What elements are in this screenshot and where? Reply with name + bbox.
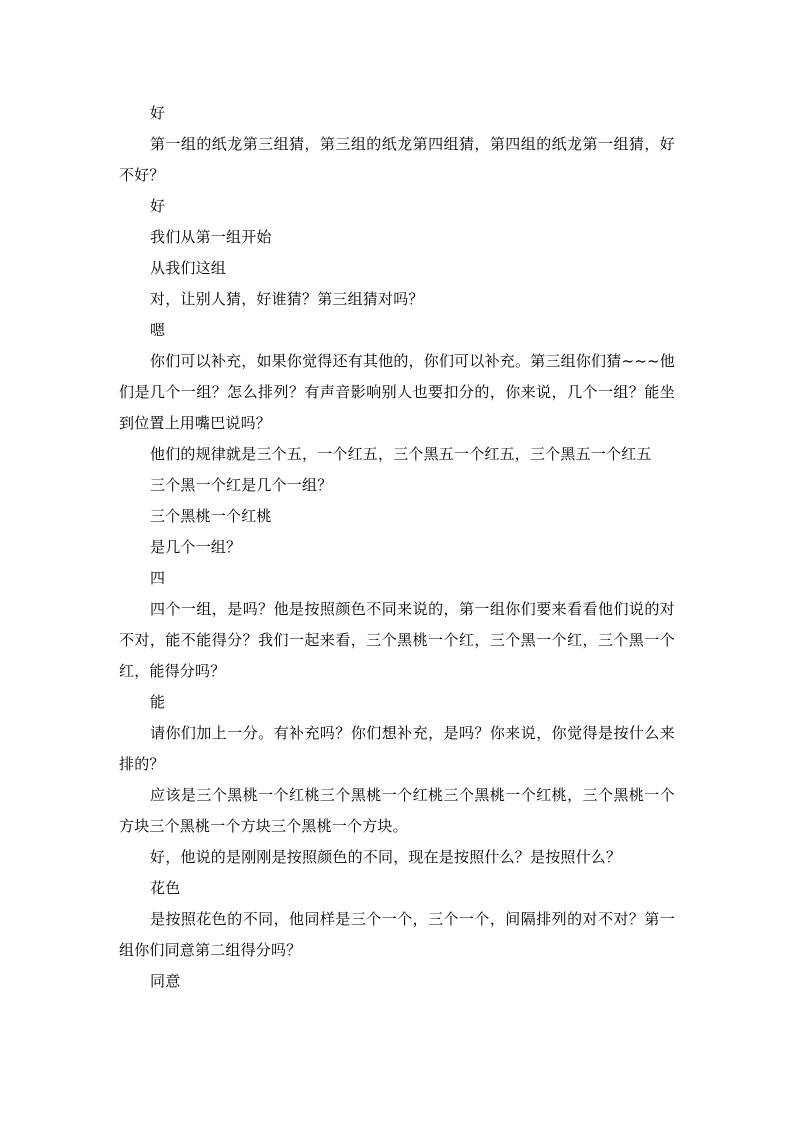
paragraph: 对，让别人猜，好谁猜？第三组猜对吗？ xyxy=(150,290,424,308)
paragraph: 是几个一组？ xyxy=(150,538,242,556)
paragraph: 是按照花色的不同，他同样是三个一个，三个一个，间隔排列的对不对？第一组你们同意第二组得分吗？ xyxy=(119,910,675,959)
paragraph: 好 xyxy=(150,104,166,122)
paragraph: 第一组的纸龙第三组猜，第三组的纸龙第四组猜，第四组的纸龙第一组猜，好不好？ xyxy=(119,135,675,184)
paragraph: 他们的规律就是三个五，一个红五，三个黑五一个红五，三个黑五一个红五 xyxy=(150,445,652,463)
paragraph: 四个一组，是吗？他是按照颜色不同来说的，第一组你们要来看看他们说的对不对，能不能得分？我们一起来看，三个黑桃一个红，三个黑一个红，三个黑一个红，能得分吗？ xyxy=(119,600,675,680)
paragraph: 请你们加上一分。有补充吗？你们想补充，是吗？你来说，你觉得是按什么来排的？ xyxy=(119,724,675,773)
paragraph: 我们从第一组开始 xyxy=(150,228,272,246)
paragraph: 能 xyxy=(150,693,166,711)
paragraph: 三个黑桃一个红桃 xyxy=(150,507,272,525)
paragraph: 嗯 xyxy=(150,321,166,339)
paragraph: 三个黑一个红是几个一组？ xyxy=(150,476,333,494)
paragraph: 从我们这组 xyxy=(150,259,227,277)
paragraph: 花色 xyxy=(150,879,181,897)
paragraph: 同意 xyxy=(150,972,181,990)
document-body xyxy=(119,98,675,997)
paragraph: 四 xyxy=(150,569,166,587)
paragraph: 好 xyxy=(150,197,166,215)
paragraph: 你们可以补充，如果你觉得还有其他的，你们可以补充。第三组你们猜~~~他们是几个一组？怎么排列？有声音影响别人也要扣分的，你来说，几个一组？能坐到位置上用嘴巴说吗？ xyxy=(119,352,675,432)
paragraph: 好，他说的是刚刚是按照颜色的不同，现在是按照什么？是按照什么？ xyxy=(150,848,622,866)
paragraph: 应该是三个黑桃一个红桃三个黑桃一个红桃三个黑桃一个红桃，三个黑桃一个方块三个黑桃一个方块三个黑桃一个方块。 xyxy=(119,786,675,835)
